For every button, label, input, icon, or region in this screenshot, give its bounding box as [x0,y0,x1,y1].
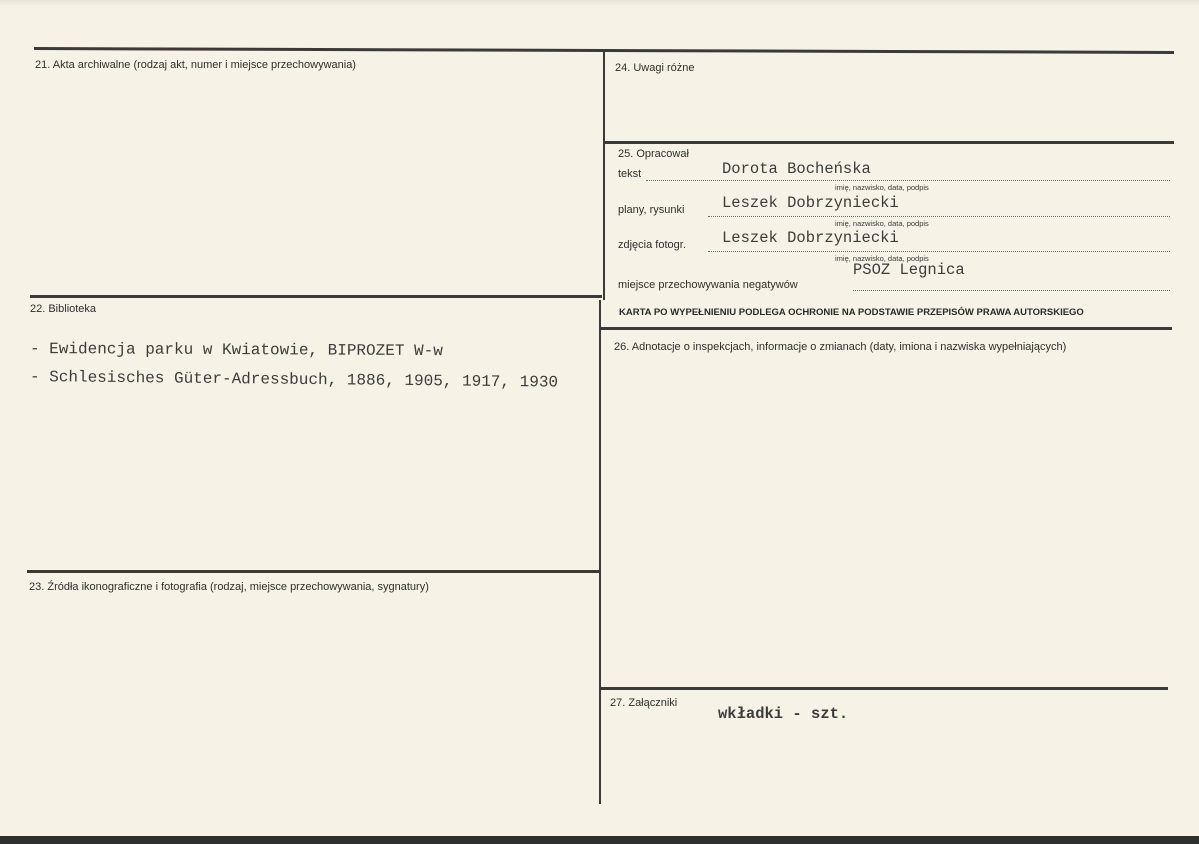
rule-26-27 [599,687,1168,690]
photos-author-line [708,251,1170,252]
section-23-title: 23. Źródła ikonograficzne i fotografia (rodzaj, miejsce przechowywania, sygnatury) [29,581,429,593]
section-26-title: 26. Adnotacje o inspekcjach, informacje o zmianach (daty, imiona i nazwiska wypełniających) [614,341,1067,353]
attachments-value: wkładki - szt. [718,705,849,723]
section-22-title: 22. Biblioteka [30,303,97,315]
library-entry-2: - Schlesisches Güter-Adressbuch, 1886, 1905, 1917, 1930 [29,368,559,392]
negatives-location-label: miejsce przechowywania negatywów [618,279,798,291]
signature-caption: imię, nazwisko, data, podpis [835,219,929,228]
section-24-title: 24. Uwagi różne [615,62,695,74]
photos-author-value: Leszek Dobrzyniecki [722,229,899,247]
rule-22-23 [27,570,600,573]
text-author-label: tekst [618,168,642,180]
card-top-edge [0,0,1199,6]
library-entry-1: - Ewidencja parku w Kwiatowie, BIPROZET W-w [29,340,443,361]
plans-author-value: Leszek Dobrzyniecki [722,194,899,212]
section-21-title: 21. Akta archiwalne (rodzaj akt, numer i miejsce przechowywania) [35,59,356,71]
text-author-line [646,180,1170,181]
rule-24-25 [605,141,1174,144]
plans-author-label: plany, rysunki [618,204,685,216]
signature-caption: imię, nazwisko, data, podpis [835,183,929,192]
copyright-notice: KARTA PO WYPEŁNIENIU PODLEGA OCHRONIE NA PODSTAWIE PRZEPISÓW PRAWA AUTORSKIEGO [619,307,1084,318]
card-bottom-edge [0,836,1199,844]
rule-25-26 [601,327,1172,330]
section-25-title: 25. Opracował [618,148,689,160]
photos-author-label: zdjęcia fotogr. [618,239,686,251]
negatives-location-value: PSOZ Legnica [853,261,965,279]
center-divider [603,50,605,300]
text-author-value: Dorota Bocheńska [722,160,871,178]
rule-21-22 [30,295,602,298]
center-divider-lower [599,300,601,804]
section-27-title: 27. Załączniki [610,697,678,709]
plans-author-line [708,216,1170,217]
signature-caption: imię, nazwisko, data, podpis [835,254,929,263]
negatives-location-line [853,290,1170,291]
